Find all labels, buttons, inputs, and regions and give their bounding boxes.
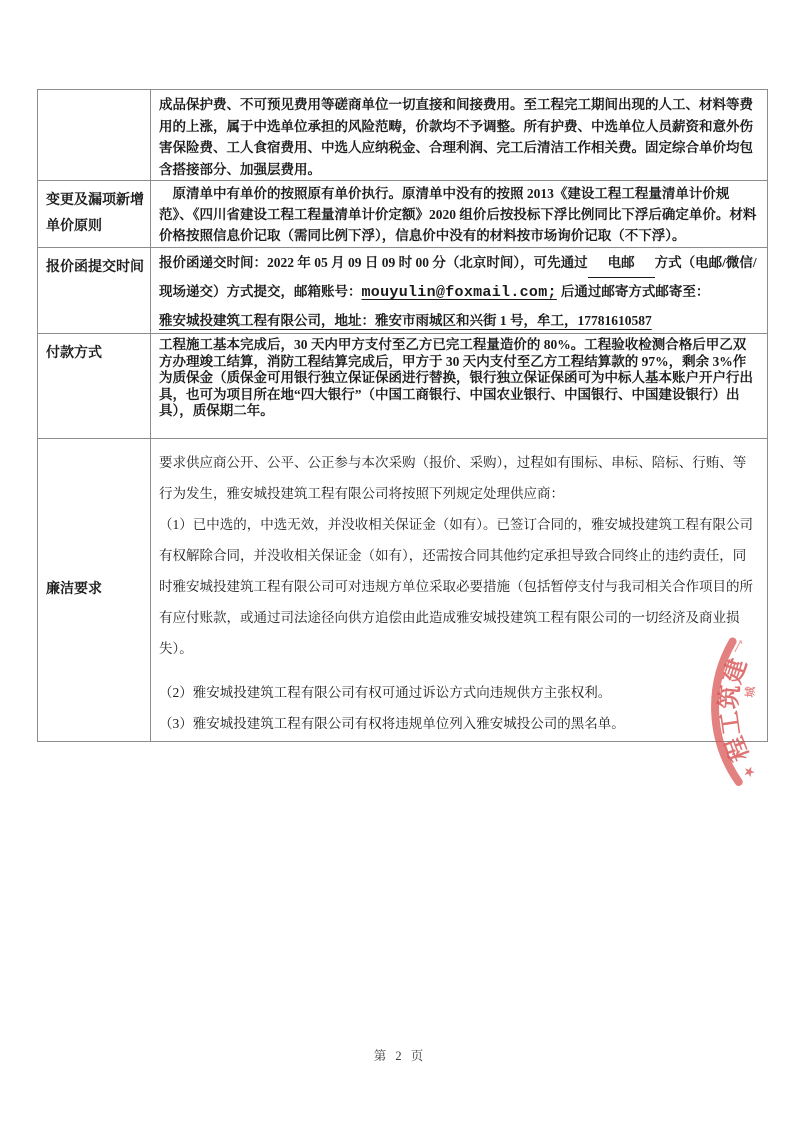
row-label-line: 廉洁要求	[46, 582, 102, 597]
row-label-empty	[38, 90, 151, 180]
payment-method-text: 工程施工基本完成后，30 天内甲方支付至乙方已完工程量造价的 80%。工程验收检测合格后甲乙双方办理竣工结算，消防工程结算完成后，甲方于 30 天内支付至乙方工程结算款的 97%，剩余 3%作为质保金（质保金可用银行独立保证保函进行替换，银行独立保证保函可为中标人基本账户开户行出具，也可为项目所在地“四大银行”（中国工商银行、中国农业银行、中国银行、中国建设银行）出具），质保期二年。	[159, 337, 753, 418]
seal-char-cheng: 程	[721, 732, 755, 765]
integrity-clause-3: （3）雅安城投建筑工程有限公司有权将违规单位列入雅安城投公司的黑名单。	[159, 716, 625, 731]
row-label-line: 单价原则	[46, 219, 102, 234]
content-table	[37, 89, 768, 742]
price-principle-text: 原清单中有单价的按照原有单价执行。原清单中没有的按照 2013《建设工程工程量清单计价规范》、《四川省建设工程工程量清单计价定额》2020 组价后按投标下浮比例同比下浮后确定单价。材料价格按照信息价记取（需同比例下浮），信息价中没有的材料按市场询价记取（不下浮）。	[159, 186, 757, 243]
email-address: mouyulin@foxmail.com;	[361, 284, 557, 301]
integrity-clause-2: （2）雅安城投建筑工程有限公司有权可通过诉讼方式向违规供方主张权利。	[159, 685, 612, 700]
table-row-submission-time	[38, 247, 767, 333]
submission-mid-text: 方式（电邮/微信/现场递交）方式提交，邮箱账号：	[159, 255, 757, 299]
row-label-line: 付款方式	[46, 346, 102, 361]
seal-partial-char: 乛	[733, 639, 755, 660]
seal-char-zhu: 筑	[716, 684, 745, 711]
mailing-address-line: 雅安城投建筑工程有限公司，地址：雅安市雨城区和兴街 1 号，牟工，17781610587	[159, 313, 652, 328]
seal-char-gong: 工	[716, 709, 746, 737]
page-footer: 第 2 页	[373, 1049, 427, 1063]
seal-char-jian: 建	[720, 656, 753, 687]
integrity-clause-1: （1）已中选的，中选无效，并没收相关保证金（如有）。已签订合同的，雅安城投建筑工程有限公司有权解除合同，并没收相关保证金（如有），还需按合同其他约定承担导致合同终止的违约责任，同时雅安城投建筑工程有限公司可对违规方单位采取必要措施（包括暂停支付与我司相关合作项目的所有应付账款，或通过司法途径向供方追偿由此造成雅安城投建筑工程有限公司的一切经济及商业损失）。	[159, 517, 753, 656]
row-label-line: 变更及漏项新增	[46, 193, 144, 208]
row-label-payment-method	[38, 334, 151, 438]
fee-continuation-text: 成品保护费、不可预见费用等磋商单位一切直接和间接费用。至工程完工期间出现的人工、材料等费用的上涨，属于中选单位承担的风险范畴，价款均不予调整。所有护费、中选单位人员薪资和意外伤害保险费、工人食宿费用、中选人应纳税金、合理利润、完工后清洁工作相关费。固定综合单价均包含搭接部分、加强层费用。	[159, 97, 753, 177]
row-content-payment-method	[151, 334, 767, 438]
row-content-price-principle	[151, 181, 767, 247]
table-row-payment-method	[38, 333, 767, 438]
row-content-integrity	[151, 439, 767, 741]
table-row-fee-continuation	[38, 90, 767, 180]
row-content-submission-time	[151, 248, 767, 333]
table-row-integrity-requirements	[38, 438, 767, 741]
submission-time-paragraph	[159, 249, 759, 307]
row-label-price-principle	[38, 181, 151, 247]
integrity-intro-text: 要求供应商公开、公平、公正参与本次采购（报价、采购），过程如有围标、串标、陪标、行贿、等行为发生，雅安城投建筑工程有限公司将按照下列规定处理供应商：	[159, 455, 747, 501]
seal-small-char: 城	[744, 686, 758, 698]
row-label-integrity	[38, 439, 151, 741]
row-content-fees	[151, 90, 767, 180]
row-label-line: 报价函提交时间	[46, 260, 144, 275]
blank-underline-field: 电邮	[588, 249, 655, 278]
submission-pre-text: 报价函递交时间：2022 年 05 月 09 日 09 时 00 分（北京时间），可先通过	[159, 255, 588, 270]
submission-post-text: 后通过邮寄方式邮寄至：	[560, 284, 710, 299]
seal-star-icon: ★	[740, 763, 758, 781]
row-label-submission-time	[38, 248, 151, 333]
table-row-price-principle	[38, 180, 767, 247]
